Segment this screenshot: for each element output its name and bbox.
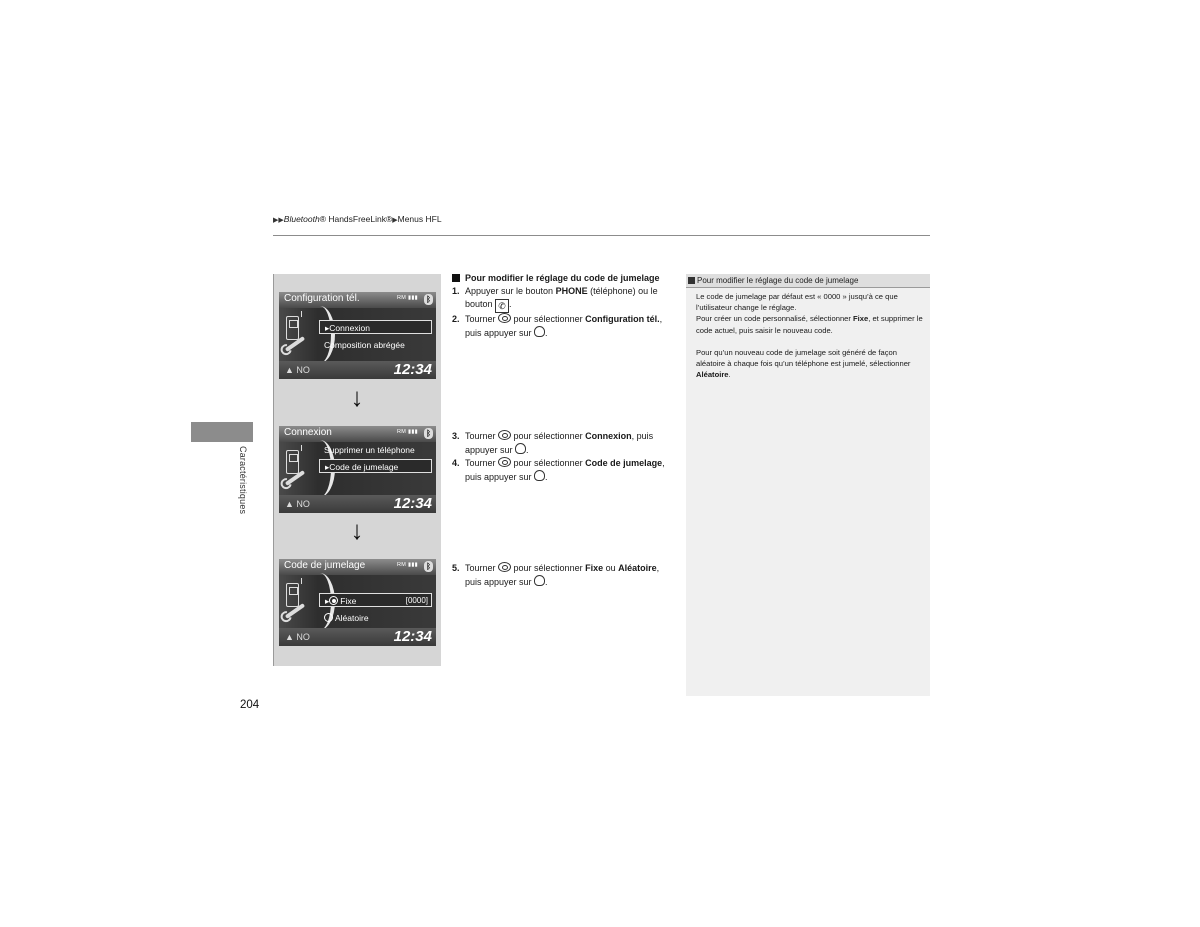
- screen-body: [279, 575, 436, 628]
- clock: 12:34: [393, 361, 432, 378]
- signal-indicator-icon: RM ▮▮▮: [397, 295, 418, 301]
- step-1: 1. Appuyer sur le bouton PHONE (téléphone) ou le bouton ✆ .: [452, 286, 658, 311]
- clock: 12:34: [393, 495, 432, 512]
- screens-panel: [273, 274, 441, 666]
- breadcrumb-menus-hfl: Menus HFL: [397, 214, 442, 224]
- press-knob-icon: [515, 443, 526, 454]
- display-screen-2: [279, 426, 436, 513]
- note-box: [686, 274, 930, 696]
- radio-empty-icon: [324, 613, 333, 622]
- radio-selected-icon: [329, 596, 338, 605]
- selector-knob-icon: [498, 457, 511, 467]
- instructions-block-1: [452, 272, 677, 340]
- display-screen-3: [279, 559, 436, 646]
- screen-status-bar: [279, 495, 436, 513]
- chapter-tab: [191, 422, 253, 442]
- menu-item-composition-abregee: Composition abrégée: [324, 340, 405, 350]
- note-marker-icon: [688, 277, 695, 284]
- menu-item-fixe: ▸ Fixe [0000]: [319, 593, 432, 607]
- phone-icon: [286, 583, 299, 607]
- page-number: 204: [240, 699, 260, 711]
- screen-body: [279, 442, 436, 495]
- press-knob-icon: [534, 470, 545, 481]
- chapter-label: Caractéristiques: [238, 446, 248, 515]
- signal-indicator-icon: RM ▮▮▮: [397, 429, 418, 435]
- compass-heading: ▲ NO: [285, 365, 310, 375]
- section-heading: Pour modifier le réglage du code de jumelage: [452, 272, 677, 285]
- pairing-code-value: [0000]: [405, 596, 428, 605]
- menu-item-supprimer: Supprimer un téléphone: [324, 445, 415, 455]
- screen-status-bar: [279, 628, 436, 646]
- phone-icon: [286, 316, 299, 340]
- selector-knob-icon: [498, 562, 511, 572]
- down-arrow-icon: ↓: [350, 382, 364, 412]
- heading-square-icon: [452, 274, 460, 282]
- screen-title-bar: [279, 426, 436, 442]
- step-3: 3. Tourner pour sélectionner Connexion, puis appuyer sur .: [452, 431, 654, 455]
- screen-title-bar: [279, 559, 436, 575]
- note-title: Pour modifier le réglage du code de jumelage: [686, 274, 930, 288]
- screen-title-bar: [279, 292, 436, 308]
- display-screen-1: [279, 292, 436, 379]
- compass-heading: ▲ NO: [285, 632, 310, 642]
- screen-status-bar: [279, 361, 436, 379]
- note-paragraph-1: Le code de jumelage par défaut est « 0000 » jusqu’à ce que l’utilisateur change le réglage. Pour créer un code personnalisé, sélectionner Fixe, et supprimer le code actuel, puis saisir le nouveau code.: [696, 292, 923, 335]
- bluetooth-icon: ᛒ: [424, 294, 433, 305]
- down-arrow-icon: ↓: [350, 515, 364, 545]
- note-body: [696, 291, 924, 391]
- phone-button-icon: ✆: [495, 299, 509, 313]
- breadcrumb-bluetooth: Bluetooth: [283, 214, 320, 224]
- press-knob-icon: [534, 326, 545, 337]
- bluetooth-icon: ᛒ: [424, 428, 433, 439]
- screen-title: Code de jumelage: [284, 560, 366, 571]
- step-5: 5. Tourner pour sélectionner Fixe ou Aléatoire, puis appuyer sur .: [452, 563, 660, 587]
- instructions-block-2: [452, 430, 677, 484]
- instructions-block-3: [452, 562, 677, 589]
- clock: 12:34: [393, 628, 432, 645]
- compass-heading: ▲ NO: [285, 499, 310, 509]
- menu-item-connexion: ▸Connexion: [319, 320, 432, 334]
- breadcrumb-handsfreelink: ® HandsFreeLink®: [319, 214, 393, 224]
- screen-title: Configuration tél.: [284, 293, 360, 304]
- breadcrumb: [273, 214, 442, 224]
- breadcrumb-arrow-icon: ▶▶: [273, 217, 284, 224]
- press-knob-icon: [534, 575, 545, 586]
- screen-title: Connexion: [284, 427, 332, 438]
- note-paragraph-2: Pour qu’un nouveau code de jumelage soit généré de façon aléatoire à chaque fois qu’un téléphone est jumelé, sélectionner Aléatoire.: [696, 347, 911, 380]
- selector-knob-icon: [498, 313, 511, 323]
- header-rule: [273, 235, 930, 236]
- signal-indicator-icon: RM ▮▮▮: [397, 562, 418, 568]
- breadcrumb-arrow-icon: ▶: [392, 217, 398, 224]
- bluetooth-icon: ᛒ: [424, 561, 433, 572]
- phone-icon: [286, 450, 299, 474]
- menu-item-code-jumelage: ▸Code de jumelage: [319, 459, 432, 473]
- menu-item-aleatoire: Aléatoire: [319, 611, 432, 625]
- step-2: 2. Tourner pour sélectionner Configuration tél., puis appuyer sur .: [452, 314, 663, 338]
- selector-knob-icon: [498, 430, 511, 440]
- screen-body: [279, 308, 436, 361]
- step-4: 4. Tourner pour sélectionner Code de jumelage, puis appuyer sur .: [452, 458, 665, 482]
